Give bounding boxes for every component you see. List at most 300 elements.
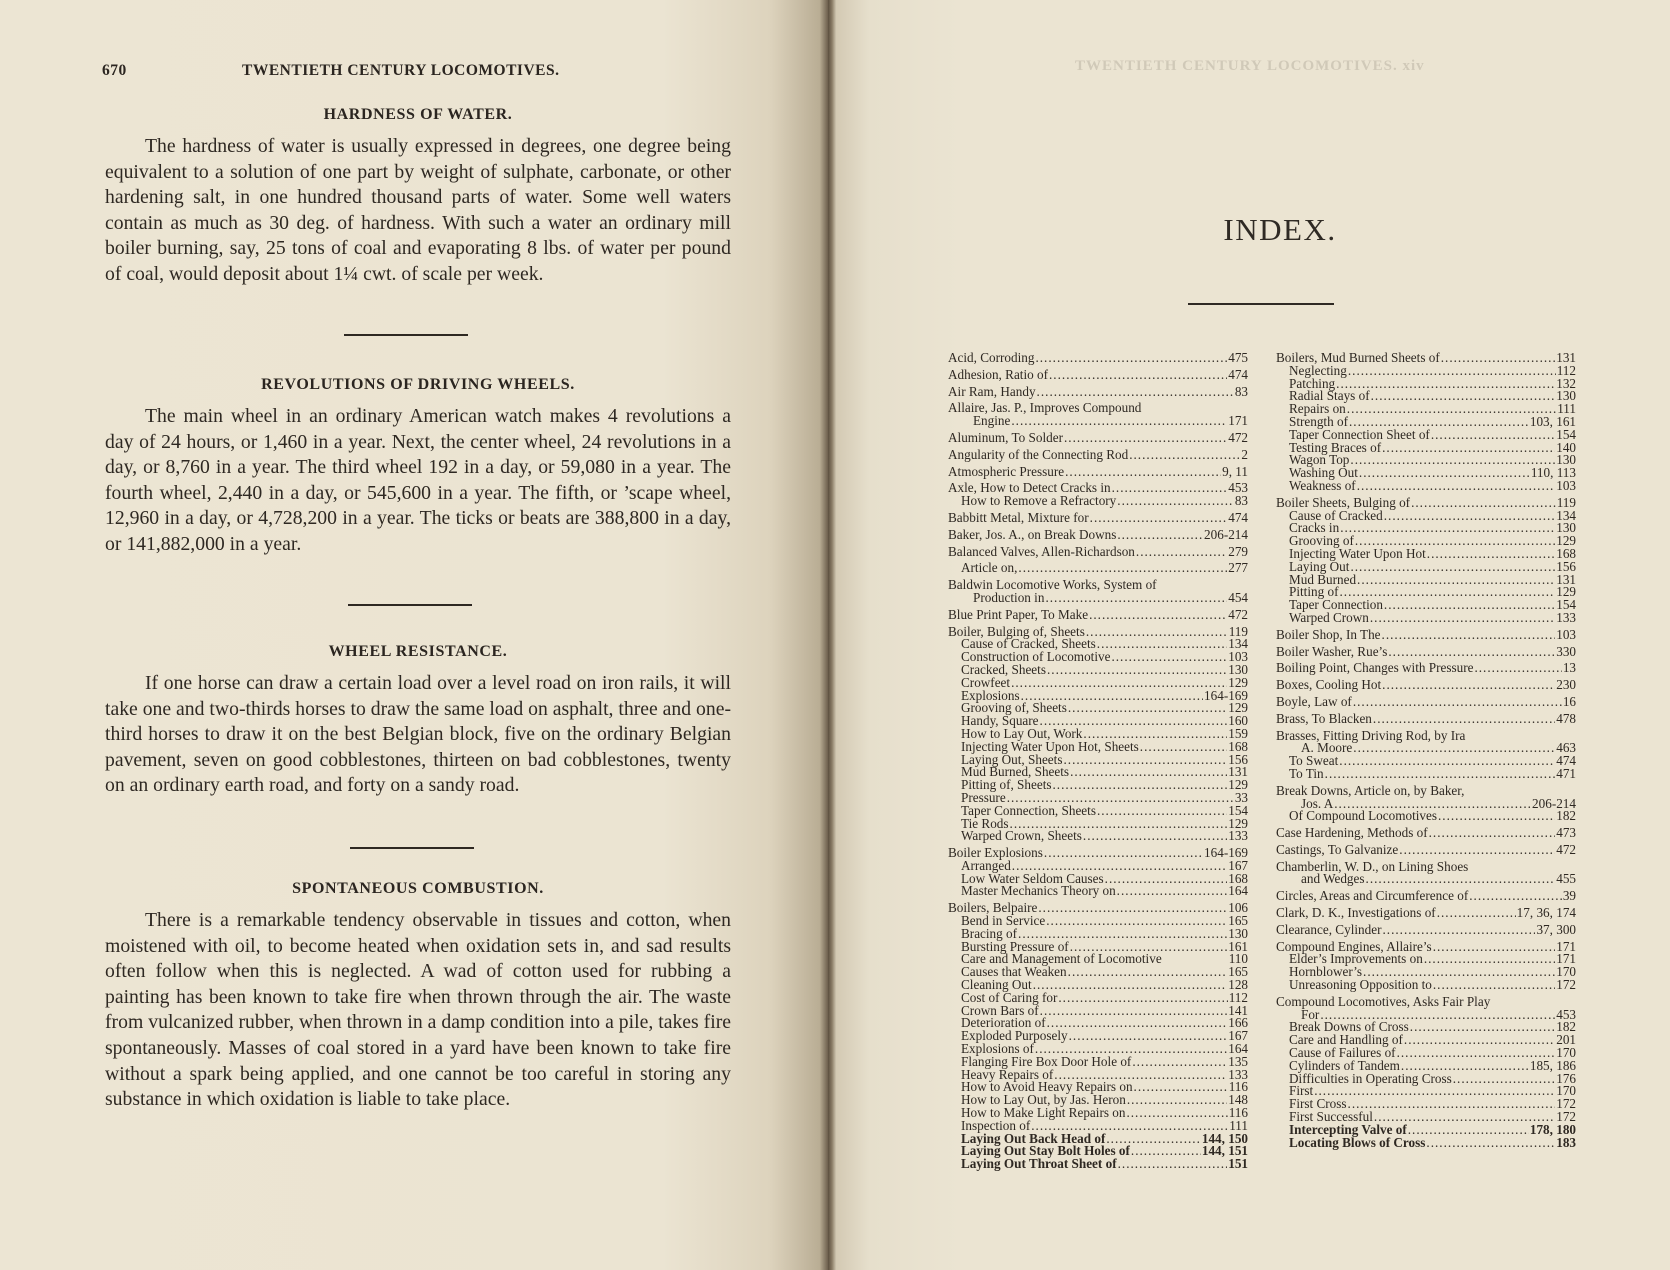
index-term: Baldwin Locomotive Works, System of (948, 577, 1157, 593)
index-term: Aluminum, To Solder (948, 429, 1063, 445)
dot-leader (1382, 924, 1535, 937)
dot-leader (1064, 432, 1227, 445)
dot-leader (1097, 638, 1227, 651)
dot-leader (1469, 890, 1562, 903)
section-divider (344, 334, 468, 336)
index-entry (1276, 626, 1576, 642)
index-page-ref: 172 (1556, 977, 1576, 993)
index-term: Care and Management of Locomotive (961, 951, 1162, 967)
index-page-ref: 172 (1556, 1109, 1576, 1125)
index-entry (1276, 765, 1576, 781)
index-term: Tie Rods (961, 815, 1009, 831)
index-term: First (1289, 1083, 1314, 1099)
dot-leader (1105, 873, 1228, 886)
index-title: INDEX. (1223, 212, 1337, 247)
index-page-ref: 463 (1556, 740, 1576, 756)
index-entry (948, 606, 1248, 622)
dot-leader (1065, 466, 1221, 479)
index-entry (948, 366, 1248, 382)
index-page-ref: 454 (1228, 589, 1248, 605)
index-page-ref: 170 (1556, 1045, 1576, 1061)
index-term: A. Moore (1301, 740, 1353, 756)
index-title-rule (1188, 303, 1334, 305)
index-entry (948, 562, 1248, 575)
dot-leader (1339, 755, 1555, 768)
dot-leader (1438, 810, 1555, 823)
index-page-ref: 178, 180 (1529, 1121, 1576, 1137)
index-page-ref: 166 (1228, 1015, 1248, 1031)
section-heading: REVOLUTIONS OF DRIVING WHEELS. (261, 376, 575, 393)
index-term: Grooving of, Sheets (961, 700, 1067, 716)
index-page-ref: 172 (1556, 1096, 1576, 1112)
section-heading: SPONTANEOUS COMBUSTION. (292, 880, 544, 897)
dot-leader (1086, 626, 1228, 639)
index-page-ref: 474 (1228, 509, 1248, 525)
index-entry (948, 352, 1248, 365)
index-term: Boilers, Mud Burned Sheets of (1276, 350, 1440, 365)
index-term: How to Remove a Refractory (961, 493, 1117, 509)
dot-leader (1433, 979, 1555, 992)
index-term: Care and Handling of (1289, 1032, 1403, 1048)
dot-leader (1382, 679, 1555, 692)
index-term: Adhesion, Ratio of (948, 366, 1048, 382)
index-term: Atmospheric Pressure (948, 463, 1065, 479)
index-page-ref: 103 (1228, 649, 1248, 665)
index-term: Repairs on (1289, 401, 1346, 417)
index-term: Angularity of the Connecting Rod (948, 446, 1129, 462)
index-term: Case Hardening, Methods of (1276, 825, 1428, 841)
dot-leader (1134, 1081, 1228, 1094)
dot-leader (1474, 662, 1561, 675)
section-heading: HARDNESS OF WATER. (323, 106, 513, 123)
running-head-title: TWENTIETH CENTURY LOCOMOTIVES. (242, 62, 560, 79)
index-term: Neglecting (1289, 362, 1347, 378)
index-entry (1276, 609, 1576, 625)
index-term: How to Lay Out, Work (961, 725, 1083, 741)
index-entry (948, 1158, 1248, 1171)
dot-leader (1038, 902, 1227, 915)
index-term: Clark, D. K., Investigations of (1276, 905, 1436, 921)
index-entry (1276, 710, 1576, 726)
index-page-ref: 111 (1229, 1117, 1248, 1133)
index-entry (948, 830, 1248, 843)
index-page-ref: 134 (1228, 636, 1248, 652)
index-term: How to Avoid Heavy Repairs on (961, 1079, 1133, 1095)
dot-leader (1384, 599, 1555, 612)
index-page-ref: 130 (1556, 452, 1576, 468)
index-term: Deterioration of (961, 1015, 1046, 1031)
index-page-ref: 455 (1556, 871, 1576, 887)
index-page-ref: 474 (1556, 753, 1576, 769)
index-page-ref: 164 (1228, 1041, 1248, 1057)
dot-leader (1404, 1034, 1555, 1047)
index-page-ref: 133 (1556, 609, 1576, 625)
index-page-ref: 103 (1556, 626, 1576, 642)
dot-leader (1047, 664, 1227, 677)
index-term: Brass, To Blacken (1276, 710, 1372, 726)
index-term: Washing Out (1289, 465, 1358, 481)
index-page-ref: 171 (1556, 951, 1576, 967)
index-term: Baker, Jos. A., on Break Downs (948, 526, 1117, 542)
index-page-ref: 33 (1234, 789, 1248, 805)
dot-leader (1140, 741, 1227, 754)
index-page-ref: 472 (1228, 429, 1248, 445)
index-term: Elder’s Improvements on (1289, 951, 1423, 967)
index-term: Wagon Top (1289, 452, 1350, 468)
index-page-ref: 167 (1228, 1028, 1248, 1044)
index-term: Locating Blows of Cross (1289, 1134, 1426, 1150)
dot-leader (1353, 696, 1562, 709)
index-term: Heavy Repairs of (961, 1066, 1054, 1082)
index-page-ref: 277 (1228, 560, 1248, 576)
dot-leader (1132, 1056, 1227, 1069)
dot-leader (1382, 442, 1555, 455)
index-page-ref: 154 (1556, 426, 1576, 442)
index-term: Boiler Sheets, Bulging of (1276, 494, 1411, 510)
index-page-ref: 129 (1556, 584, 1576, 600)
index-term: How to Make Light Repairs on (961, 1105, 1126, 1121)
dot-leader (1348, 365, 1556, 378)
index-entry (1276, 810, 1576, 823)
index-term: Acid, Corroding (948, 350, 1035, 365)
index-term: Inspection of (961, 1117, 1031, 1133)
index-page-ref: 164-169 (1204, 845, 1248, 861)
index-term: Circles, Areas and Circumference of (1276, 888, 1469, 904)
index-page-ref: 133 (1228, 1066, 1248, 1082)
index-term: Break Downs of Cross (1289, 1019, 1409, 1035)
index-term: Pitting of (1289, 584, 1339, 600)
dot-leader (1049, 369, 1227, 382)
index-page-ref: 141 (1228, 1002, 1248, 1018)
index-page-ref: 185, 186 (1529, 1057, 1576, 1073)
dot-leader (1129, 449, 1240, 462)
index-term: Mud Burned (1289, 571, 1357, 587)
index-page-ref: 160 (1228, 713, 1248, 729)
index-page-ref: 168 (1228, 870, 1248, 886)
dot-leader (1437, 907, 1516, 920)
dot-leader (1373, 713, 1555, 726)
index-page-ref: 201 (1556, 1032, 1576, 1048)
dot-leader (1018, 562, 1227, 575)
index-page-ref: 230 (1556, 677, 1576, 693)
dot-leader (1399, 844, 1555, 857)
show-through-running-head: TWENTIETH CENTURY LOCOMOTIVES. xiv (1075, 58, 1425, 74)
index-page-ref: 165 (1228, 913, 1248, 929)
index-entry (948, 885, 1248, 898)
index-page-ref: 110 (1228, 951, 1248, 967)
dot-leader (1111, 651, 1227, 664)
dot-leader (1350, 454, 1555, 467)
index-term: Balanced Valves, Allen-Richardson (948, 543, 1135, 559)
index-entry (948, 446, 1248, 462)
index-page-ref: 144, 151 (1201, 1143, 1248, 1159)
index-page-ref: 279 (1228, 543, 1248, 559)
dot-leader (1011, 415, 1227, 428)
index-term: Engine (973, 413, 1011, 429)
index-page-ref: 182 (1556, 1019, 1576, 1035)
index-term: Of Compound Locomotives (1289, 808, 1437, 824)
index-term: How to Lay Out, by Jas. Heron (961, 1092, 1126, 1108)
index-term: Boiling Point, Changes with Pressure (1276, 660, 1474, 676)
index-term: Pressure (961, 789, 1006, 805)
index-term: Bursting Pressure of (961, 938, 1069, 954)
index-term: Arranged (961, 857, 1011, 873)
dot-leader (1357, 574, 1555, 587)
index-term: Allaire, Jas. P., Improves Compound (948, 400, 1142, 416)
dot-leader (1426, 1137, 1555, 1150)
index-page-ref: 16 (1562, 693, 1576, 709)
dot-leader (1047, 1017, 1228, 1030)
index-term: Construction of Locomotive (961, 649, 1111, 665)
index-entry (948, 526, 1248, 542)
index-entry (948, 495, 1248, 508)
dot-leader (1112, 482, 1228, 495)
index-entry (1276, 1134, 1576, 1150)
dot-leader (1408, 1124, 1529, 1137)
index-entry (1276, 1070, 1576, 1086)
index-entry (1276, 873, 1576, 886)
index-page-ref: 176 (1556, 1070, 1576, 1086)
index-term: To Sweat (1289, 753, 1339, 769)
index-term: Master Mechanics Theory on (961, 883, 1116, 899)
index-page-ref: 164 (1228, 883, 1248, 899)
index-term: Injecting Water Upon Hot, Sheets (961, 738, 1139, 754)
index-term: Injecting Water Upon Hot (1289, 545, 1426, 561)
index-page-ref: 206-214 (1204, 526, 1248, 542)
book-gutter (828, 0, 836, 1270)
index-page-ref: 103, 161 (1529, 413, 1576, 429)
dot-leader (1388, 646, 1555, 659)
index-page-ref: 472 (1556, 841, 1576, 857)
index-page-ref: 473 (1556, 825, 1576, 841)
index-page-ref: 130 (1556, 388, 1576, 404)
index-term: Laying Out, Sheets (961, 751, 1063, 767)
index-term: Cost of Caring for (961, 989, 1058, 1005)
index-term: Hornblower’s (1289, 964, 1363, 980)
index-term: Jos. A (1301, 795, 1334, 811)
index-page-ref: 130 (1556, 520, 1576, 536)
index-term: Cause of Failures of (1289, 1045, 1396, 1061)
index-term: Exploded Purposely (961, 1028, 1068, 1044)
index-term: Flanging Fire Box Door Hole of (961, 1053, 1132, 1069)
index-page-ref: 128 (1228, 977, 1248, 993)
index-page-ref: 37, 300 (1536, 921, 1576, 937)
index-term: Testing Braces of (1289, 439, 1382, 455)
page-number: 670 (102, 62, 127, 79)
dot-leader (1070, 766, 1227, 779)
dot-leader (1037, 386, 1234, 399)
section-revolutions-of-driving-wheels (105, 376, 731, 558)
index-term: Break Downs, Article on, by Baker, (1276, 782, 1465, 798)
index-page-ref: 111 (1557, 401, 1576, 417)
dot-leader (1083, 830, 1227, 843)
section-hardness-of-water (105, 106, 731, 288)
index-entry (948, 429, 1248, 445)
index-term: Boxes, Cooling Hot (1276, 677, 1382, 693)
index-page-ref: 164-169 (1204, 687, 1248, 703)
index-term: Compound Locomotives, Asks Fair Play (1276, 993, 1491, 1009)
dot-leader (1382, 629, 1556, 642)
index-term: Warped Crown, Sheets (961, 828, 1082, 844)
section-body: If one horse can draw a certain load over a level road on iron rails, it will take one and two-thirds horses to draw the same load on asphalt, three and one-third horses to draw it on the best Belgian block, five on the ordinary Belgian pavement, seven on good cobblestones, thirteen on bad cobblestones, twenty on an ordinary earth road, and forty on a sandy road. (105, 672, 731, 797)
index-term: Cracked, Sheets (961, 661, 1046, 677)
index-entry (1276, 841, 1576, 857)
section-divider (350, 847, 474, 849)
dot-leader (1453, 1073, 1555, 1086)
dot-leader (1045, 592, 1227, 605)
dot-leader (1429, 827, 1556, 840)
index-term: Axle, How to Detect Cracks in (948, 480, 1111, 496)
index-term: Cylinders of Tandem (1289, 1057, 1400, 1073)
index-page-ref: 116 (1228, 1105, 1248, 1121)
index-term: Brasses, Fitting Driving Rod, by Ira (1276, 727, 1466, 743)
index-term: Boiler Explosions (948, 845, 1043, 861)
index-entry (1276, 993, 1576, 1009)
dot-leader (1090, 512, 1228, 525)
dot-leader (1371, 390, 1556, 403)
index-page-ref: 17, 36, 174 (1516, 905, 1576, 921)
index-page-ref: 453 (1228, 480, 1248, 496)
index-page-ref: 129 (1228, 777, 1248, 793)
index-term: Crowfeet (961, 674, 1011, 690)
dot-leader (1433, 941, 1556, 954)
index-term: Cleaning Out (961, 977, 1032, 993)
index-page-ref: 112 (1228, 989, 1248, 1005)
index-term: Blue Print Paper, To Make (948, 606, 1089, 622)
index-entry (1276, 643, 1576, 659)
dot-leader (1353, 742, 1555, 755)
index-page-ref: 131 (1228, 764, 1248, 780)
index-page-ref: 182 (1556, 808, 1576, 824)
dot-leader (1314, 1085, 1555, 1098)
index-page-ref: 170 (1556, 1083, 1576, 1099)
index-term: Bracing of (961, 925, 1018, 941)
index-page-ref: 129 (1228, 815, 1248, 831)
section-body: The main wheel in an ordinary American watch makes 4 revolutions a day of 24 hours, or 1,460 in a year. Next, the center wheel, 24 revolutions in a day, or 8,760 in a year. The third wheel 192 in a day, or 59,080 in a year. The fourth wheel, 2,440 in a day, or 545,600 in a year. The fifth, or ’scape wheel, 12,960 in a day, or 4,728,200 in a year. The ticks or beats are 388,800 in a day, or 141,882,000 in a year. (105, 405, 731, 555)
index-page-ref: 330 (1556, 643, 1576, 659)
index-page-ref: 171 (1556, 938, 1576, 954)
index-term: Boiler, Bulging of, Sheets (948, 623, 1085, 639)
dot-leader (1117, 885, 1228, 898)
index-page-ref: 156 (1228, 751, 1248, 767)
index-page-ref: 154 (1556, 597, 1576, 613)
dot-leader (1340, 522, 1555, 535)
index-page-ref: 159 (1228, 725, 1248, 741)
index-term: Intercepting Valve of (1289, 1121, 1407, 1137)
dot-leader (1347, 403, 1556, 416)
index-page-ref: 131 (1556, 571, 1576, 587)
section-body: There is a remarkable tendency observable in tissues and cotton, when moistened with oil, to become heated when oxidation sets in, and sad results often follow when this is neglected. A wad of cotton used for rubbing a painting has been known to take fire when thrown through the air. The waste from vulcanized rubber, when thrown in a damp condition into a pile, takes fire spontaneously. Masses of coal stored in a yard have been known to take fire without a spark being applied, and one cannot be too careful in storing any substance in which oxidation is liable to take place. (105, 909, 731, 1111)
dot-leader (1068, 966, 1228, 979)
index-page-ref: 132 (1556, 375, 1576, 391)
dot-leader (1348, 1098, 1556, 1111)
dot-leader (1117, 495, 1234, 508)
index-entry (948, 415, 1248, 428)
index-entry (948, 589, 1248, 605)
index-page-ref: 471 (1556, 765, 1576, 781)
index-term: Causes that Weaken (961, 964, 1067, 980)
index-term: Cause of Cracked, Sheets (961, 636, 1096, 652)
dot-leader (1011, 677, 1227, 690)
index-page-ref: 140 (1556, 439, 1576, 455)
section-divider (348, 604, 472, 606)
index-term: Article on, (961, 560, 1018, 576)
index-term: Taper Connection (1289, 597, 1383, 613)
dot-leader (1118, 1158, 1228, 1171)
index-term: Laying Out Throat Sheet of (961, 1156, 1117, 1172)
index-page-ref: 39 (1562, 888, 1576, 904)
index-entry (1276, 662, 1576, 675)
index-page-ref: 13 (1562, 660, 1576, 676)
index-page-ref: 151 (1228, 1156, 1248, 1172)
index-entry (1276, 907, 1576, 920)
index-entry (1276, 827, 1576, 840)
index-page-ref: 131 (1556, 350, 1576, 365)
index-page-ref: 478 (1556, 710, 1576, 726)
index-page-ref: 112 (1556, 362, 1576, 378)
index-page-ref: 156 (1556, 558, 1576, 574)
running-head (102, 62, 592, 80)
index-term: Grooving of (1289, 533, 1354, 549)
dot-leader (1063, 754, 1227, 767)
index-page-ref: 148 (1228, 1092, 1248, 1108)
index-page-ref: 183 (1556, 1134, 1576, 1150)
index-term: Explosions of (961, 1041, 1034, 1057)
dot-leader (1089, 609, 1227, 622)
dot-leader (1431, 429, 1555, 442)
index-page-ref: 165 (1228, 964, 1248, 980)
section-heading: WHEEL RESISTANCE. (328, 643, 508, 660)
index-page-ref: 474 (1228, 366, 1248, 382)
index-term: Compound Engines, Allaire’s (1276, 938, 1432, 954)
dot-leader (1411, 497, 1556, 510)
index-entry (948, 383, 1248, 399)
index-page-ref: 110, 113 (1530, 465, 1576, 481)
index-page-ref: 170 (1556, 964, 1576, 980)
dot-leader (1384, 510, 1555, 523)
index-page-ref: 134 (1556, 507, 1576, 523)
index-term: Cracks in (1289, 520, 1340, 536)
index-page-ref: 472 (1228, 606, 1248, 622)
index-term: Chamberlin, W. D., on Lining Shoes (1276, 858, 1469, 874)
index-page-ref: 130 (1228, 661, 1248, 677)
index-page-ref: 168 (1228, 738, 1248, 754)
index-page-ref: 129 (1228, 674, 1248, 690)
index-term: For (1301, 1006, 1320, 1022)
index-entry (1276, 679, 1576, 692)
index-term: Difficulties in Operating Cross (1289, 1070, 1452, 1086)
index-column-1 (948, 352, 1248, 1171)
index-term: Crown Bars of (961, 1002, 1039, 1018)
index-term: To Tin (1289, 765, 1324, 781)
index-entry (1276, 477, 1576, 493)
dot-leader (1370, 612, 1555, 625)
dot-leader (1127, 1094, 1227, 1107)
section-spontaneous-combustion (105, 880, 731, 1113)
index-page-ref: 135 (1228, 1053, 1248, 1069)
index-term: Taper Connection Sheet of (1289, 426, 1430, 442)
index-entry (1276, 979, 1576, 992)
index-term: Patching (1289, 375, 1336, 391)
dot-leader (1035, 352, 1227, 365)
index-term: First Successful (1289, 1109, 1373, 1125)
dot-leader (1046, 915, 1227, 928)
index-page-ref: 129 (1228, 700, 1248, 716)
index-term: Weakness of (1289, 477, 1356, 493)
index-page-ref: 9, 11 (1222, 463, 1248, 479)
index-term: Boiler Washer, Rue’s (1276, 643, 1388, 659)
index-term: Laying Out Stay Bolt Holes of (961, 1143, 1130, 1159)
